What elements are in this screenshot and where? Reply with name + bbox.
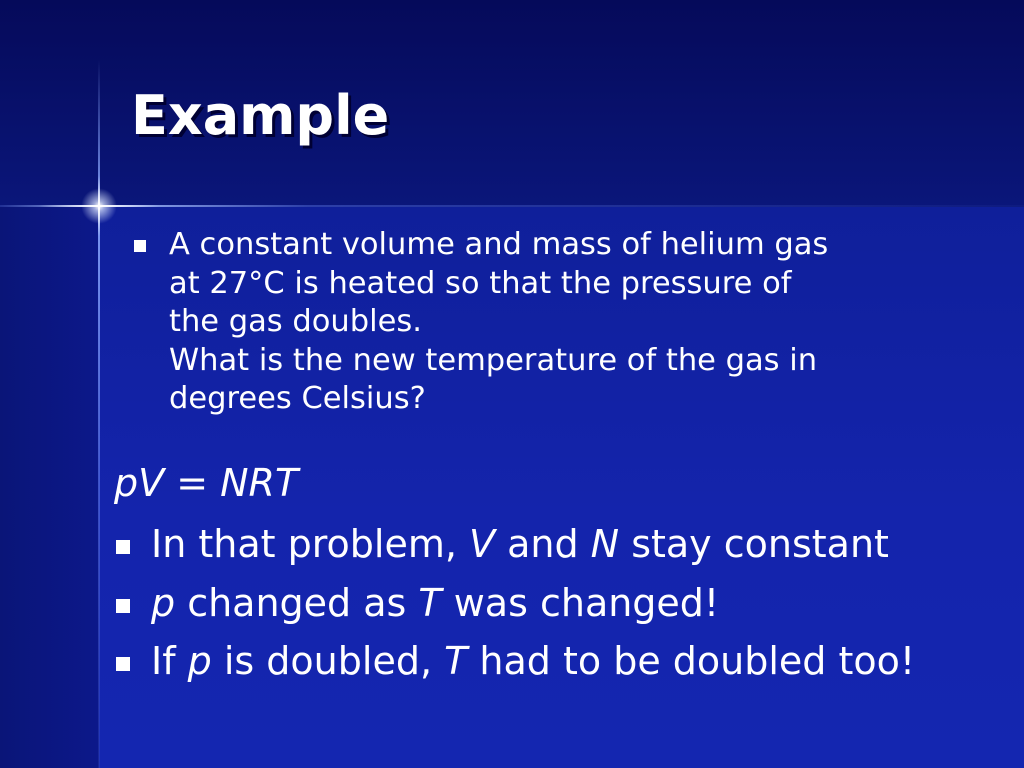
square-bullet-icon [116, 540, 130, 554]
point-text-part: In that problem, [151, 522, 470, 566]
point-text [151, 516, 889, 572]
point-text-part: was changed! [441, 581, 720, 625]
square-bullet-icon [116, 657, 130, 671]
point-text-part: is doubled, [211, 639, 445, 683]
problem-line: A constant volume and mass of helium gas [169, 227, 829, 262]
point-variable: V [469, 522, 496, 566]
problem-line: What is the new temperature of the gas in [169, 342, 818, 378]
point-variable: T [418, 581, 442, 625]
square-bullet-icon [134, 240, 146, 252]
point-item [116, 633, 996, 689]
vertical-accent-line [98, 60, 100, 768]
slide-title: Example [131, 84, 390, 147]
point-text [151, 575, 719, 631]
point-variable: p [187, 639, 212, 683]
point-text [151, 633, 915, 689]
point-item [116, 516, 996, 572]
problem-line: degrees Celsius? [169, 381, 426, 416]
problem-text [169, 226, 959, 419]
point-text-part: changed as [175, 581, 419, 625]
gas-law-formula: pV = NRT [114, 461, 299, 505]
problem-line: the gas doubles. [169, 304, 422, 339]
square-bullet-icon [116, 599, 130, 613]
point-variable: T [444, 639, 468, 683]
background-left-band [0, 207, 99, 768]
point-variable: N [590, 522, 620, 566]
problem-line: at 27°C is heated so that the pressure of [169, 265, 792, 301]
point-text-part: had to be doubled too! [467, 639, 916, 683]
point-text-part: If [151, 639, 188, 683]
point-item [116, 575, 996, 631]
point-text-part: stay constant [619, 522, 889, 566]
point-text-part: and [495, 522, 591, 566]
point-variable: p [151, 581, 176, 625]
